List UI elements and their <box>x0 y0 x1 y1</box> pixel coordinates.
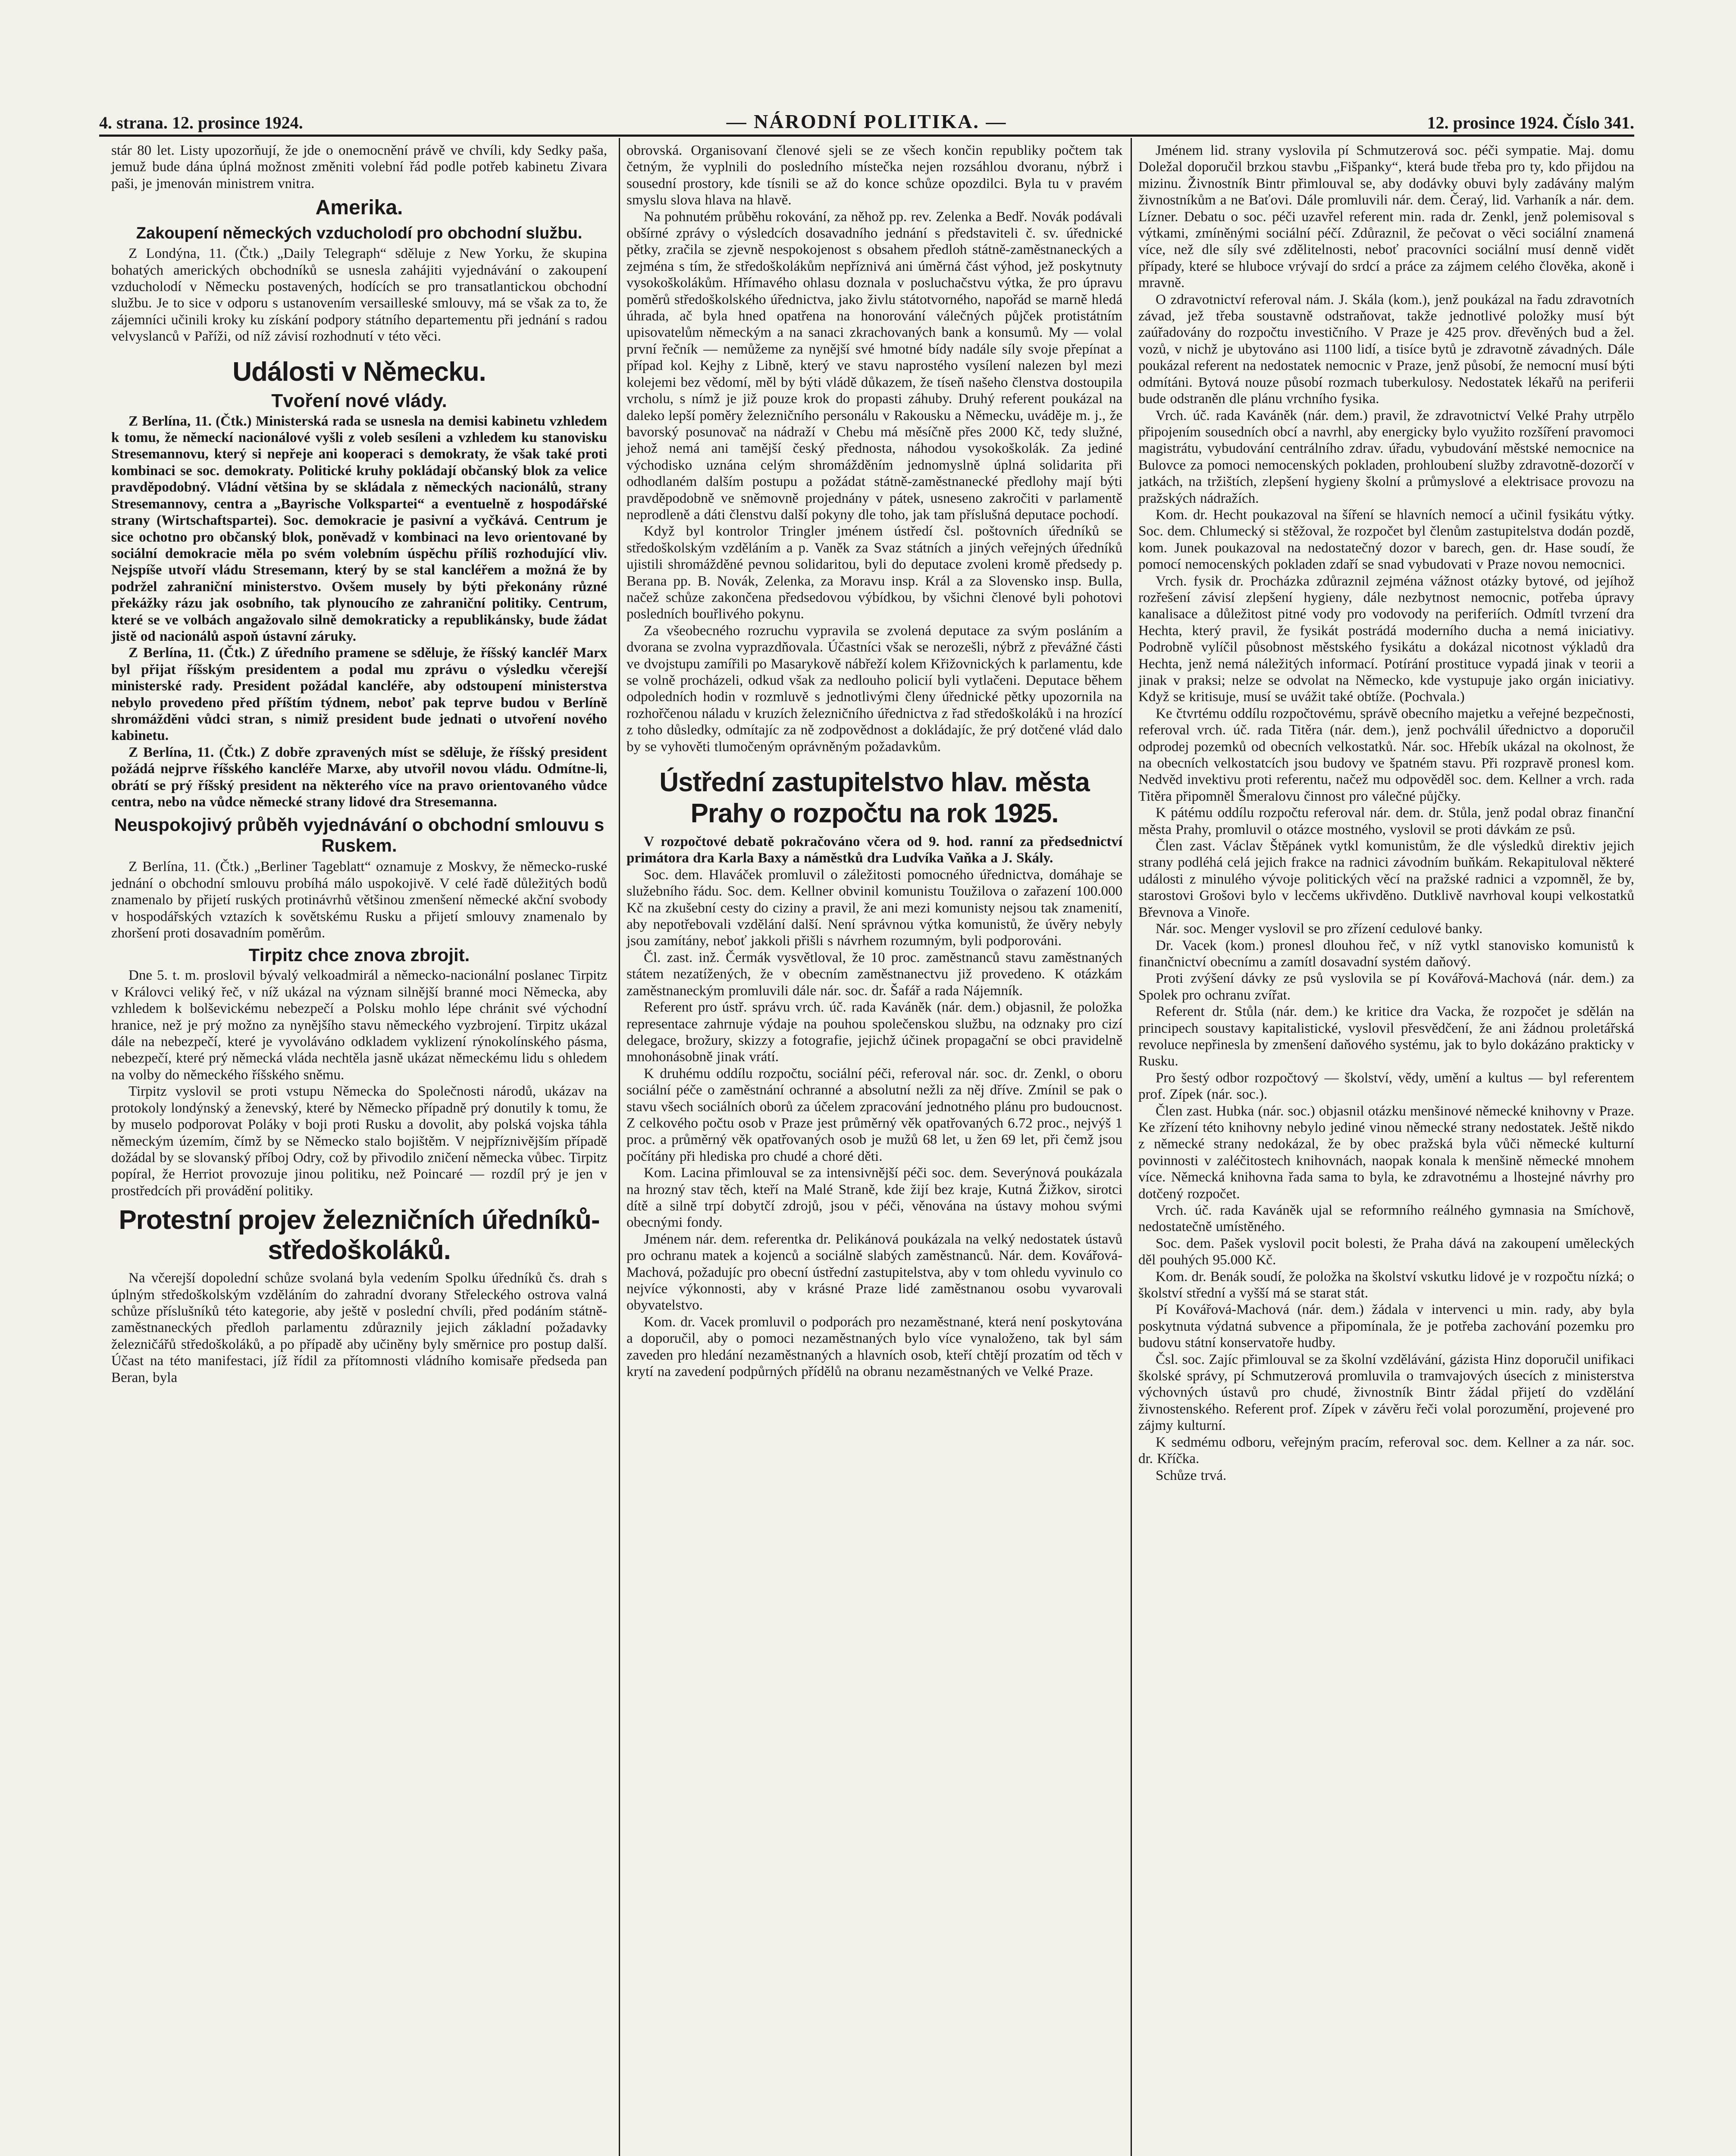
section-heading: Amerika. <box>315 196 403 219</box>
article-paragraph: Proti zvýšení dávky ze psů vyslovila se pí Kovářová-Machová (nár. dem.) za Spolek pro ochranu zvířat. <box>1138 971 1634 1003</box>
article-paragraph: Kom. Lacina přimlouval se za intensivnější péči soc. dem. Severýnová poukázala na hrozný stav těch, kteří na Malé Straně, kde žijí bez kraje, Kutná Žižkov, sirotci dítě a silně trpí dobytčí zdrojů, jsou v péči, věnována na ústavy mohou svými obecnými fondy. <box>627 1165 1122 1231</box>
article-paragraph: Z Berlína, 11. (Čtk.) Z úředního pramene se sděluje, že říšský kancléř Marx byl přijat říšským presidentem a podal mu zprávu o výsledku včerejší ministerské rady. President požádal kancléře, aby odstoupení ministerstva nebylo provedeno před příštím týdnem, neboť pak teprve budou v Berlíně shromážděni vůdci stran, s nimiž president bude jednati o utvoření nového kabinetu. <box>111 645 607 744</box>
article-paragraph: Soc. dem. Hlaváček promluvil o záležitosti pomocného úřednictva, domáhaje se služebního řádu. Soc. dem. Kellner obvinil komunistu Toužilova o zařazení 100.000 Kč na zkušební cesty do ciziny a pravil, že ani mezi komunisty nejsou tak znamenití, aby nepotřebovali vzdělání další. Není správnou výtka komunistů, že úvěry nebyly jsou zamítány, neboť jakkoli přišli s návrhem rozumným, byli podporováni. <box>627 867 1122 949</box>
article-paragraph: Vrch. fysik dr. Procházka zdůraznil zejména vážnost otázky bytové, od jejíhož rozřešení závisí zlepšení hygieny, dále nezbytnost nemocnic, potřeba úpravy kanalisace a důležitost pitné vody pro vodovody na periferiích. Odmítl tvrzení dra Hechta, který pravil, že fysikát postrádá moderního ducha a nemá iniciativy. Podrobně vylíčil působnost městského fysikátu a dokázal nicotnost výkladů dra Hechta, jenž nemá náležitých informací. Potírání prostituce vypadá jinak v teorii a jinak v praksi; nelze se odvolat na Německo, kde vystupuje jako orgán iniciativy. Když se kritisuje, musí se uvážit také obtíže. (Pochvala.) <box>1138 573 1634 705</box>
article-paragraph: Ke čtvrtému oddílu rozpočtovému, správě obecního majetku a veřejné bezpečnosti, referoval vrch. úč. rada Titěra (nár. dem.), jenž pochválil úřednictvo a doporučil odprodej pozemků od obecních velkostatků. Nár. soc. Hřebík ukázal na okolnost, že na obecních velkostatcích jsou budovy ve špatném stavu. Při rozpravě pronesl kom. Nedvěd invektivu proti referentu, načež mu odpověděl soc. dem. Kellner a vrch. rada Titěra připomněl Šmeralovu činnost pro válečné půjčky. <box>1138 705 1634 804</box>
article-paragraph: K sedmému odboru, veřejným pracím, referoval soc. dem. Kellner a za nár. soc. dr. Kříčka. <box>1138 1434 1634 1467</box>
article-paragraph: Z Londýna, 11. (Čtk.) „Daily Telegraph“ sděluje z New Yorku, že skupina bohatých amerických obchodníků se usnesla zahájiti vyjednávání o zakoupení vzducholodí v Německu postavených, hodících se pro transatlantickou obchodní službu. Je to sice v odporu s ustanovením versailleské smlouvy, má se však za to, že zájemníci učinili kroky ku získání podpory státního departementu při jednání s radou velvyslanců v Paříži, od níž závisí rozhodnutí v této věci. <box>111 246 607 345</box>
article-paragraph: Z Berlína, 11. (Čtk.) Z dobře zpravených míst se sděluje, že říšský president požádá nejprve říšského kancléře Marxe, aby utvořil novou vládu. Odmítne-li, obrátí se prý říšský president na některého více na pravo orientovaného vůdce centra, nebo na vůdce německé strany lidové dra Stresemanna. <box>111 744 607 810</box>
article-paragraph: O zdravotnictví referoval nám. J. Skála (kom.), jenž poukázal na řadu zdravotních závad, jež třeba soustavně odstraňovat, takže jednotlivé položky musí být zaúřadovány do rozpočtu investičního. V Praze je 425 prov. dřevěných bud a žel. vozů, v nichž je ubytováno asi 1100 lidí, a tisíce bytů je zdravotně závadných. Dále poukázal referent na nedostatek nemocnic v Praze, jenž působí, že nemocní musí býti odmítáni. Bytová nouze působí rozmach tuberkulosy. Nedostatek lékařů na periferii bude odstraněn dle plánu vrchního fysika. <box>1138 291 1634 407</box>
article-paragraph: Soc. dem. Pašek vyslovil pocit bolesti, že Praha dává na zakoupení uměleckých děl pouhých 95.000 Kč. <box>1138 1235 1634 1268</box>
article-paragraph: Referent dr. Stůla (nár. dem.) ke kritice dra Vacka, že rozpočet je sdělán na principech soustavy kapitalistické, vyslovil přesvědčení, že ani žádnou proletářská revoluce nepřinesla by zmenšení daňového systému, jak to bylo dokázáno prakticky v Rusku. <box>1138 1004 1634 1069</box>
article-paragraph: Čl. zast. inž. Čermák vysvětloval, že 10 proc. zaměstnanců stavu zaměstnaných státem nezatížených, že v obecním zaměstnanectvu již provedeno. K otázkám zaměstnaneckým promluvili dále nár. soc. dr. Šafář a rada Nájemník. <box>627 950 1122 999</box>
article-paragraph: stár 80 let. Listy upozorňují, že jde o onemocnění právě ve chvíli, kdy Sedky paša, jemuž bude dána úplná možnost změniti volební řád podle potřeb kabinetu Zivara paši, je jmenován ministrem vnitra. <box>111 143 607 191</box>
article-paragraph: K pátému oddílu rozpočtu referoval nár. dem. dr. Stůla, jenž podal obraz finanční města Prahy, promluvil o otázce mostného, vyslovil se proti dávkám ze psů. <box>1138 805 1634 837</box>
article-paragraph: K druhému oddílu rozpočtu, sociální péči, referoval nár. soc. dr. Zenkl, o oboru sociální péče o zaměstnání ochranné a absolutní nežli za něj dříve. Zmínil se pak o stavu všech sociálních oborů za účelem zpracování jednotného plánu pro budoucnost. Z celkového počtu osob v Praze jest průměrný věk opatřovaných 6.72 proc., nejvýš 1 proc. a průměrný věk opatřovaných osob je mužů 68 let, u žen 69 let, při čemž jsou počítány při hlediska pro chudé a choré děti. <box>627 1065 1122 1164</box>
article-paragraph: Člen zast. Václav Štěpánek vytkl komunistům, že dle výsledků direktiv jejich strany podléhá celá jejich frakce na radnici závodním buňkám. Rekapituloval některé události z minulého vývoje politických věcí na pražské radnici a vzpomněl, že by, starostovi Grošovi bylo v lecčems ukřivděno. Dutklivě navrhoval koupi velkostatků Břevnova a Vinoře. <box>1138 838 1634 920</box>
article-paragraph: Na včerejší dopolední schůze svolaná byla vedením Spolku úředníků čs. drah s úplným středoškolským vzděláním do zahradní dvorany Střeleckého ostrova valná schůze příslušníků této kategorie, aby ještě v poslední chvíli, před podáním státně-zaměstnaneckých předloh parlamentu zdůraznily jejich základní požadavky železničářů středoškoláků, a po případě aby učiněny byly směrnice pro postup další. Účast na této manifestaci, jíž řídil za přítomnosti vládního komisaře předseda pan Beran, byla <box>111 1270 607 1385</box>
article-paragraph: Z Berlína, 11. (Čtk.) Ministerská rada se usnesla na demisi kabinetu vzhledem k tomu, že německí nacionálové vyšli z voleb sesíleni a vzhledem ku stanovisku Stresemannovu, který si nepřeje ani kooperaci s demokraty, že však také proti kombinaci se soc. demokraty. Politické kruhy pokládají občanský blok za velice pravděpodobný. Vládní většina by se skládala z německých nacionálů, strany Stresemannovy, centra a „Bayrische Volkspartei“ a eventuelně z hospodářské strany (Wirtschaftspartei). Soc. demokracie je pasivní a vyčkává. Centrum je sice ochotno pro občanský blok, poněvadž v kombinaci na levo orientované by sociální demokracie měla po svém volebním úspěchu příliš rozhodující vliv. Nejspíše utvoří vládu Stresemann, který by se stal kancléřem a možná že by podržel zahraniční ministerstvo. Ovšem musely by býti překonány různé překážky rázu jak osobního, tak plynoucího ze zahraniční politiky. Centrum, které se ve volbách angažovalo silně demokraticky a republikánsky, bude žádat jistě od nacionálů aspoň ústavní záruky. <box>111 413 607 644</box>
article-headline: Tirpitz chce znova zbrojit. <box>248 945 470 965</box>
article-paragraph: Čsl. soc. Zajíc přimlouval se za školní vzdělávání, gázista Hinz doporučil unifikaci školské správy, pí Schmutzerová promluvila o tramvajových úsecích z ministerstva výchovných ústavů pro chudé, živnostník Bintr žádal přijetí do vzdělání živnostenského. Referent prof. Zípek v závěru řeči volal porozumění, projevené pro zájmy kulturní. <box>1138 1351 1634 1434</box>
article-paragraph: Dr. Vacek (kom.) pronesl dlouhou řeč, v níž vytkl stanovisko komunistů k finančnictví obecnímu a zamítl dosavadní systém daňový. <box>1138 937 1634 970</box>
article-paragraph: Nár. soc. Menger vyslovil se pro zřízení cedulové banky. <box>1156 921 1483 937</box>
page-header <box>99 98 1634 133</box>
article-paragraph: V rozpočtové debatě pokračováno včera od 9. hod. ranní za předsednictví primátora dra Karla Baxy a náměstků dra Ludvíka Vaňka a J. Skály. <box>627 834 1122 866</box>
article-paragraph: Referent pro ústř. správu vrch. úč. rada Kaváněk (nár. dem.) objasnil, že položka representace zahrnuje výdaje na pouhou společenskou službu, na odznaky pro cizí delegace, brožury, skizzy a fotografie, jejichž účinek propagační se obci pravidelně mnohonásobně jinak vrátí. <box>627 1000 1122 1065</box>
article-paragraph: Dne 5. t. m. proslovil bývalý velkoadmirál a německo-nacionální poslanec Tirpitz v Královci veliký řeč, v níž ukázal na význam silnější branné moci Německa, aby vzhledem k bolševickému nebezpečí a Polsku mohlo lépe chránit své východní hranice, než je prý možno za nynějšího stavu německého vyzbrojení. Tirpitz ukázal dále na nebezpečí, které je vyvoláváno odkladem vyklizení rýnokolínského pásma, nebezpečí, které prý německá vláda nechtěla jasně ukázat německému lidu s ohledem na volby do německého říšského sněmu. <box>111 968 607 1083</box>
article-paragraph: Kom. dr. Benák soudí, že položka na školství vskutku lidové je v rozpočtu nízká; o školství střední a vyšší má se starat stát. <box>1138 1269 1634 1301</box>
article-paragraph: Na pohnutém průběhu rokování, za něhož pp. rev. Zelenka a Bedř. Novák podávali obšírné zprávy o výsledcích dosavadního jednání s představiteli č. sv. úřednické pětky, zračila se zjevně nespokojenost s obsahem předloh státně-zaměstnaneckých a zejména s tím, že středoškolákům nepříznivá ani úměrná část výhod, jež poskytnuty vysokoškolákům. Hřímavého ohlasu doznala v posluchačstvu výtka, že pro úpravu poměrů středoškolského úřednictva, jako živlu státotvorného, napořád se marně hledá úhrada, ač byla hned opatřena na honorování válečných půjček protistátním upisovatelům německým a na sanaci zkrachovaných bank a konsumů. My — volal první řečník — nemůžeme za nynější své hmotné bídy nadále síly svoje přepínat a případ kol. Kejhy z Libně, který ve stavu naprostého vysílení nalezen byl mezi kolejemi bez vědomí, měl by býti vládě důkazem, že tíseň našeho členstva dostoupila vrcholu, s nímž je již pouze krok do propasti záhuby. Druhý referent poukázal na daleko lepší poměry železničního personálu v Rakousku a Německu, uváděje m. j., že bavorský posunovač na nádraží v Chebu má měsíčně přes 2000 Kč, tedy služné, jehož nemá ani tamější český přednosta, náhodou vysokoškolák. Za jediné východisko uznána celým shromážděním jednomyslně úplná solidarita při odhodlaném dalším postupu a požádat státně-zaměstnanecké předlohy mají býti pravděpodobně ve sněmovně projednány v pátek, usneseno zakročiti v parlamentě neprodleně a dáti členstvu další pokyny dle toho, jak tam příslušná deputace pochodí. <box>627 209 1122 523</box>
article-paragraph: Jménem nár. dem. referentka dr. Pelikánová poukázala na velký nedostatek ústavů pro ochranu matek a kojenců a sociálně slabých zaměstnanců. Nár. dem. Kovářová-Machová, požadujíc pro obecní ústřední zastupitelstva, aby v tom ohledu vyvinulo co nejvíce výkonnosti, aby v krásné Praze lidé zaměstnanou osobu vyvarovali obyvatelstvo. <box>627 1231 1122 1313</box>
page-number-date: 4. strana. 12. prosince 1924. <box>99 113 303 132</box>
article-paragraph: Vrch. úč. rada Kaváněk ujal se reformního reálného gymnasia na Smíchově, nedostatečně umístěného. <box>1138 1203 1634 1235</box>
article-paragraph: Vrch. úč. rada Kaváněk (nár. dem.) pravil, že zdravotnictví Velké Prahy utrpělo připojením sousedních obcí a navrhl, aby energicky bylo využito rozšíření pravomoci magistrátu, vybudování centrálního zdrav. úřadu, vybudování městské nemocnice na Bulovce za pomoci nemocenských pokladen, prohloubení služby zdravotně-dozorčí v jatkách, na tržištích, zlepšení hygieny školní a průmyslové a elektrisace provozu na pražských nádražích. <box>1138 407 1634 506</box>
article-paragraph: obrovská. Organisovaní členové sjeli se ze všech končin republiky počtem tak četným, že vyplnili do posledního místečka nejen rozsáhlou dvoranu, nýbrž i sousední prostory, kde tísnili se až do konce schůze opozdilci. Byla tu v pravém smyslu slova hlava na hlavě. <box>627 143 1122 208</box>
article-headline: Protestní projev železničních úředníků-středoškoláků. <box>119 1205 600 1266</box>
article-paragraph: Člen zast. Hubka (nár. soc.) objasnil otázku menšinové německé knihovny v Praze. Ke zřízení této knihovny nebylo jediné vinou německé strany nedostatek. Ještě nikdo z německé strany nedokázal, že by obec pražská byla vůči německé kulturní povinnosti v zaléčitostech knihovnách, naopak konala k menšině německé mnohem více. Německá knihovna řada sama to byla, ke zdravotnému a lhostejné návrhy pro dotčený rozpočet. <box>1138 1103 1634 1202</box>
column-divider <box>1131 138 1132 2156</box>
column-3 <box>1138 142 1634 1484</box>
article-paragraph: Tirpitz vyslovil se proti vstupu Německa do Společnosti národů, ukázav na protokoly londýnský a ženevský, které by Německo případně prý donutily k tomu, že by muselo podporovat Poláky v boji proti Rusku a dovolit, aby polská vojska táhla německým územím, čímž by se Německo stalo bojištěm. V nejpříznivějším případě dožádal by se slovanský příboj Odry, což by přivodilo zničení německa vůbec. Tirpitz popíral, že Herriot provozuje jinou politiku, než Poincaré — rozdíl prý je jen v prostředcích při provádění politiky. <box>111 1084 607 1199</box>
article-paragraph: Kom. dr. Vacek promluvil o podporách pro nezaměstnané, která není poskytována a doporučil, aby o pomoci nezaměstnaných bylo více vynaloženo, tak byl sám zaveden pro hledání nezaměstnaných a hlavních osob, kteří chtějí prozatím od těch v krytí na zavedení podpůrných přídělů na obranu nezaměstnaných ve Velké Praze. <box>627 1314 1122 1380</box>
masthead: — NÁRODNÍ POLITIKA. — <box>726 110 1007 132</box>
column-1 <box>111 142 607 1386</box>
header-rule <box>99 135 1634 137</box>
article-paragraph: Jménem lid. strany vyslovila pí Schmutzerová soc. péči sympatie. Maj. domu Doležal doporučil brzkou stavbu „Fišpanky“, která bude třeba pro ty, kdo přijdou na mizinu. Živnostník Bintr přimlouval se, aby dodávky obuvi byly zadávány malým živnostníkům a ne Baťovi. Dále promluvili nár. dem. Čeraý, lid. Varhaník a nár. dem. Lízner. Debatu o soc. péči uzavřel referent min. rada dr. Zenkl, jenž polemisoval s výtkami, zmíněnými sociální péčí. Zdůraznil, že pečovat o věci sociální znamená více, než dle síly své zdělitelnosti, neboť pracovníci sociální musí denně vidět případy, které se hluboce vrývají do srdcí a práce za zájmem celého člověka, akoně i mravně. <box>1138 143 1634 291</box>
article-paragraph: Pí Kovářová-Machová (nár. dem.) žádala v intervenci u min. rady, aby byla poskytnuta výdatná subvence a připomínala, že je potřeba zachování pozemku pro budovu státní konservatoře hudby. <box>1138 1302 1634 1351</box>
article-headline: Zakoupení německých vzducholodí pro obchodní službu. <box>136 224 583 243</box>
column-divider <box>619 138 620 2156</box>
article-paragraph: Kom. dr. Hecht poukazoval na šíření se hlavních nemocí a učinil fysikátu výtky. Soc. dem. Chlumecký si stěžoval, že rozpočet byl členům zastupitelstva dodán pozdě, kom. Junek poukazoval na nedostatečný dozor v barech, gen. dr. Hase soudí, že pomocí nemocenských pokladen zdaří se snad vybudovati v Praze novou nemocnici. <box>1138 507 1634 573</box>
article-paragraph: Když byl kontrolor Tringler jménem ústředí čsl. poštovních úředníků se středoškolským vzděláním a p. Vaněk za Svaz státních a jiných veřejných úředníků ujistili shromážděné pevnou solidaritou, byli do deputace zvoleni kromě předsedy p. Berana pp. B. Novák, Zelenka, za Moravu insp. Král a za Slovensko insp. Bulla, načež schůze zakončena předsedovou výbídkou, by všichni členové byli pohotovi posledních bouřlivého pokynu. <box>627 523 1122 622</box>
article-headline: Neuspokojivý průběh vyjednávání o obchodní smlouvu s Ruskem. <box>114 815 605 856</box>
section-heading: Události v Německu. <box>232 357 486 387</box>
column-2 <box>627 142 1122 1380</box>
article-headline: Ústřední zastupitelstvo hlav. města Prahy o rozpočtu na rok 1925. <box>659 768 1090 829</box>
article-paragraph: Schůze trvá. <box>1156 1467 1227 1483</box>
article-paragraph: Za všeobecného rozruchu vypravila se zvolená deputace za svým posláním a dvorana se zvolna vyprazdňovala. Účastníci však se nerozešli, nýbrž z převážné části ve dvojstupu zamířili po Masarykově nábřeží kolem Křižovnických k parlamentu, kde se volně procházeli, odkud však za nedlouho policií byli vytlačeni. Deputace během odpoledních hodin v rozmluvě s jednotlivými členy úřednické pětky upozornila na rozhořčenou náladu v kruzích železničního úřednictva z řad středoškoláků i na hrozící z toho důsledky, odmítajíc za ně zodpovědnost a dokládajíc, že prý dotčené vlád dalo by se vyhověti tlumočeným oprávněným požadavkům. <box>627 623 1122 755</box>
issue-date-number: 12. prosince 1924. Číslo 341. <box>1427 113 1634 132</box>
article-paragraph: Z Berlína, 11. (Čtk.) „Berliner Tageblatt“ oznamuje z Moskvy, že německo-ruské jednání o obchodní smlouvu probíhá málo uspokojivě. V celé řadě důležitých bodů znamenalo by přijetí ruských protinávrhů většinou zmenšení německé akční svobody v hospodářských vztazích k sovětskému Rusku a přijetí smlouvy znamenalo by zhoršení proti dosavadním poměrům. <box>111 859 607 941</box>
article-paragraph: Pro šestý odbor rozpočtový — školství, vědy, umění a kultus — byl referentem prof. Zípek (nár. soc.). <box>1138 1070 1634 1103</box>
article-headline: Tvoření nové vlády. <box>271 390 447 411</box>
